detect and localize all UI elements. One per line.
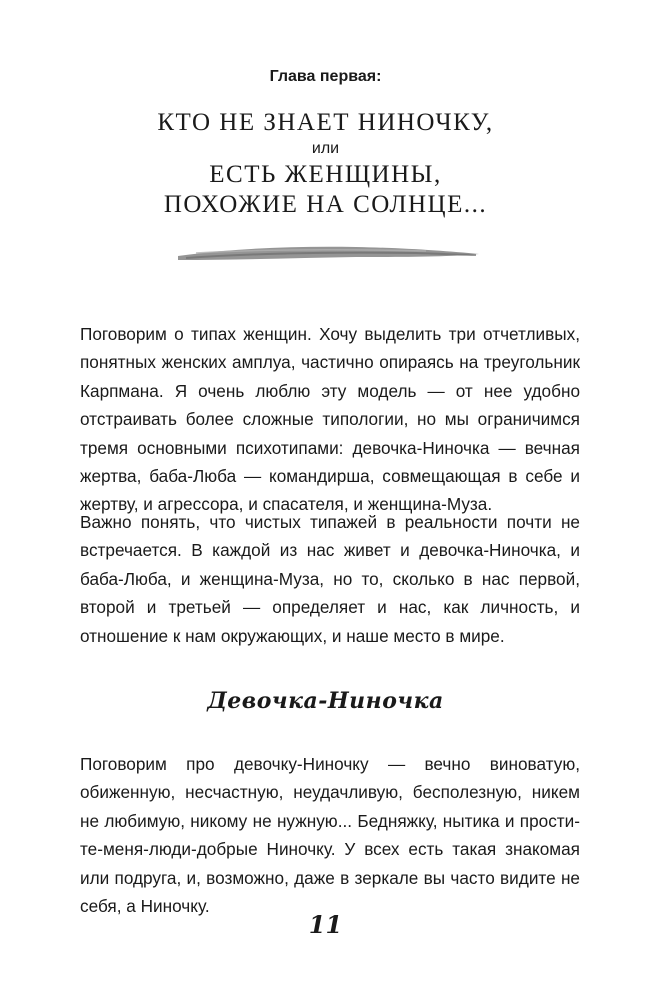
section-paragraph: Поговорим про девочку-Ниночку — вечно виноватую, обиженную, несчастную, неудачливую, бесполезную, никем не любимую, никому не нужную... Бедняжку, нытика и прости-те-меня-люди-добрые Ниночку. У всех есть такая знакомая или подруга, и, возможно, даже в зеркале вы часто видите не себя, а Ниночку. bbox=[80, 754, 580, 917]
paragraph-2: Важно понять, что чистых типажей в реальности почти не встречается. В каждой из нас живет и девочка-Ниночка, и баба-Люба, и женщина-Муза, но то, сколько в нас первой, второй и третьей — определяет и нас, как личность, и отношение к нам окружающих, и наше место в мире. bbox=[80, 512, 580, 646]
chapter-title bbox=[0, 108, 651, 220]
chapter-title-line-2: ЕСТЬ ЖЕНЩИНЫ, bbox=[209, 161, 442, 188]
paragraph-1: Поговорим о типах женщин. Хочу выделить три отчетливых, понятных женских амплуа, частично опираясь на треугольник Карпмана. Я очень люблю эту модель — от нее удобно отстраивать более сложные типологии, но мы ограничимся тремя основными психотипами: девочка-Ниночка — вечная жертва, баба-Люба — командирша, совмещающая в себе и жертву, и агрессора, и спасателя, и женщина-Муза. bbox=[80, 324, 580, 515]
page-number: 11 bbox=[308, 910, 343, 939]
chapter-title-line-3: ПОХОЖИЕ НА СОЛНЦЕ... bbox=[163, 191, 488, 218]
chapter-label: Глава первая: bbox=[269, 68, 382, 85]
chapter-title-or: или bbox=[311, 140, 340, 157]
brush-stroke-divider bbox=[176, 238, 481, 268]
chapter-title-line-1: КТО НЕ ЗНАЕТ НИНОЧКУ, bbox=[157, 109, 494, 136]
section-title: Девочка-Ниночка bbox=[207, 688, 444, 714]
